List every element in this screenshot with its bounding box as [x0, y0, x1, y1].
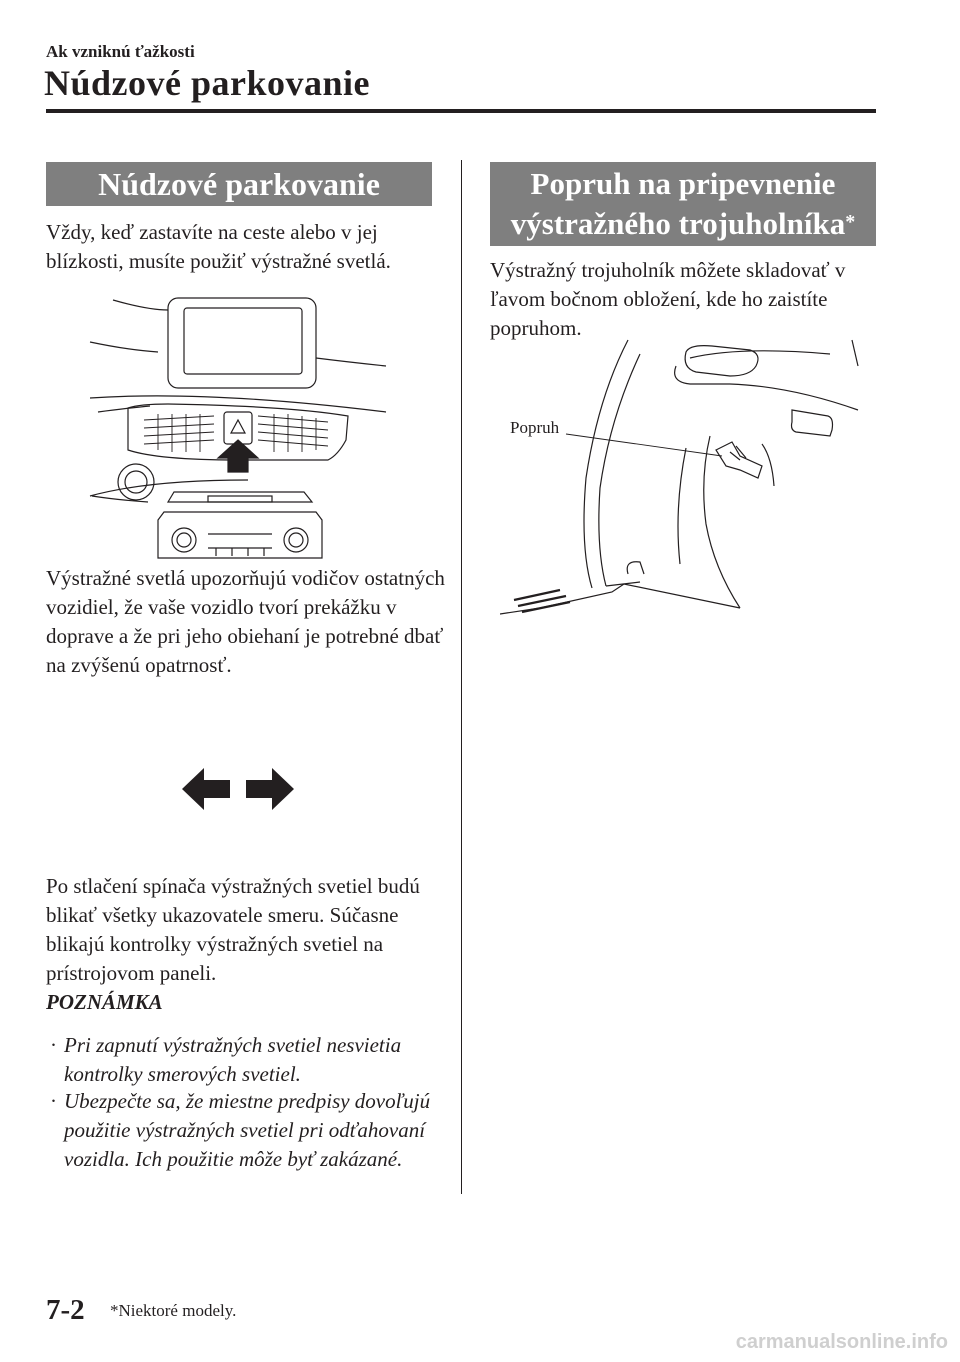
banner-line-2-text: výstražného trojuholníka: [510, 206, 846, 241]
callout-label-strap: Popruh: [510, 418, 560, 437]
column-divider: [461, 160, 462, 1194]
footnote: *Niektoré modely.: [110, 1301, 237, 1320]
banner-line-1: Popruh na pripevnenie: [530, 166, 836, 201]
asterisk-marker: *: [845, 211, 856, 233]
trunk-strap-illustration: [500, 338, 870, 618]
section-banner-triangle-strap: [490, 162, 876, 246]
turn-arrows-icon: [182, 768, 294, 810]
bullet: ·: [50, 1033, 57, 1057]
section-banner-emergency-parking: Núdzové parkovanie: [46, 162, 432, 206]
title-rule: [46, 109, 876, 113]
note-item: [50, 1087, 436, 1174]
page-number: 7-2: [46, 1294, 85, 1326]
bullet: ·: [50, 1089, 57, 1113]
strap-paragraph: Výstražný trojuholník môžete skladovať v ľavom bočnom obložení, kde ho zaistíte popruhom.: [490, 258, 846, 340]
watermark: carmanualsonline.info: [735, 1331, 948, 1353]
hazard-description: Výstražné svetlá upozorňujú vodičov ostatných vozidiel, že vaše vozidlo tvorí prekážku v doprave a že pri jeho obiehaní je potrebné dbať na zvýšenú opatrnosť.: [46, 566, 445, 677]
dashboard-illustration: [88, 290, 388, 560]
note-item: [50, 1031, 436, 1089]
flash-description: Po stlačení spínača výstražných svetiel budú blikať všetky ukazovatele smeru. Súčasne blikajú kontrolky výstražných svetiel na prístrojovom paneli.: [46, 874, 420, 985]
chapter-heading: Ak vzniknú ťažkosti: [46, 42, 195, 61]
note-item-text: Pri zapnutí výstražných svetiel nesvietia kontrolky smerových svetiel.: [64, 1033, 402, 1086]
page-title: Núdzové parkovanie: [44, 63, 371, 103]
note-heading: POZNÁMKA: [46, 990, 163, 1014]
banner-line-2: [490, 204, 876, 244]
intro-paragraph: Vždy, keď zastavíte na ceste alebo v jej blízkosti, musíte použiť výstražné svetlá.: [46, 220, 391, 273]
note-item-text: Ubezpečte sa, že miestne predpisy dovoľujú použitie výstražných svetiel pri odťahovaní vozidla. Ich použitie môže byť zakázané.: [64, 1089, 431, 1171]
